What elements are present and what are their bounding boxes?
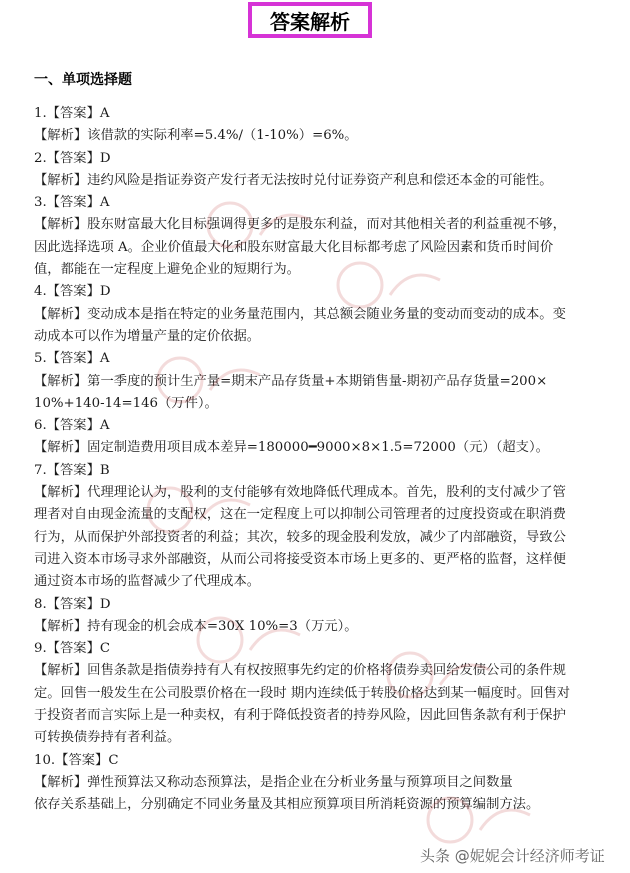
- explanation-line: 【解析】回售条款是指债券持有人有权按照事先约定的价格将债券卖回给发债公司的条件规: [34, 663, 566, 679]
- explanation-line: 10%+140-14=146（万件）。: [34, 395, 218, 411]
- section-heading: 一、单项选择题: [34, 72, 132, 88]
- explanation-line: 通过资本市场的监督减少了代理成本。: [34, 574, 261, 590]
- answer-line: 9.【答案】C: [34, 641, 111, 657]
- answer-line: 2.【答案】D: [34, 150, 111, 166]
- explanation-line: 依存关系基础上，分别确定不同业务量及其相应预算项目所消耗资源的预算编制方法。: [34, 797, 540, 813]
- explanation-line: 【解析】违约风险是指证券资产发行者无法按时兑付证券资产利息和偿还本金的可能性。: [34, 172, 553, 188]
- explanation-line: 定。回售一般发生在公司股票价格在一段时 期内连续低于转股价格达到某一幅度时。回售对: [34, 685, 571, 701]
- explanation-line: 【解析】第一季度的预计生产量=期末产品存货量+本期销售量-期初产品存货量=200×: [34, 373, 548, 389]
- explanation-line: 理者对自由现金流量的支配权，这在一定程度上可以抑制公司管理者的过度投资或在职消费: [34, 507, 566, 523]
- answer-line: 6.【答案】A: [34, 418, 110, 434]
- explanation-line: 司进入资本市场寻求外部融资，从而公司将接受资本市场上更多的、更严格的监督，这样便: [34, 551, 566, 567]
- answer-line: 1.【答案】A: [34, 106, 110, 121]
- explanation-line: 【解析】持有现金的机会成本=30X 10%=3（万元）。: [34, 618, 358, 634]
- explanation-line: 可转换债券持有者利益。: [34, 730, 181, 746]
- answer-content: [34, 103, 604, 817]
- answer-line: 8.【答案】D: [34, 596, 111, 612]
- explanation-line: 【解析】代理理论认为，股利的支付能够有效地降低代理成本。首先，股利的支付减少了管: [34, 485, 566, 501]
- explanation-line: 【解析】弹性预算法又称动态预算法，是指企业在分析业务量与预算项目之间数量: [34, 774, 513, 790]
- answer-line: 7.【答案】B: [34, 462, 110, 478]
- answer-line: 10.【答案】C: [34, 752, 119, 768]
- footer-watermark: 头条 @妮妮会计经济师考证: [420, 847, 605, 865]
- answer-line: 4.【答案】D: [34, 284, 111, 300]
- explanation-line: 行为，从而保护外部投资者的利益；其次，较多的现金股利发放，减少了内部融资，导致公: [34, 529, 566, 545]
- explanation-line: 【解析】股东财富最大化目标强调得更多的是股东利益，而对其他相关者的利益重视不够，: [34, 217, 566, 233]
- explanation-line: 值，都能在一定程度上避免企业的短期行为。: [34, 262, 300, 278]
- answer-line: 3.【答案】A: [34, 195, 110, 211]
- answer-title-box: [248, 2, 372, 38]
- explanation-line: 因此选择选项 A。企业价值最大化和股东财富最大化目标都考虑了风险因素和货币时间价: [34, 239, 554, 255]
- explanation-line: 于投资者而言实际上是一种卖权，有利于降低投资者的持券风险，因此回售条款有利于保护: [34, 708, 566, 724]
- answer-line: 5.【答案】A: [34, 351, 110, 367]
- explanation-line: 【解析】该借款的实际利率=5.4%/（1-10%）=6%。: [34, 128, 358, 144]
- explanation-line: 动成本可以作为增量产量的定价依据。: [34, 328, 261, 344]
- explanation-line: 【解析】变动成本是指在特定的业务量范围内，其总额会随业务量的变动而变动的成本。变: [34, 306, 566, 322]
- explanation-line: 【解析】固定制造费用项目成本差异=180000━9000×8×1.5=72000（元）（超支）。: [34, 440, 549, 456]
- page-title: 答案解析: [270, 9, 350, 34]
